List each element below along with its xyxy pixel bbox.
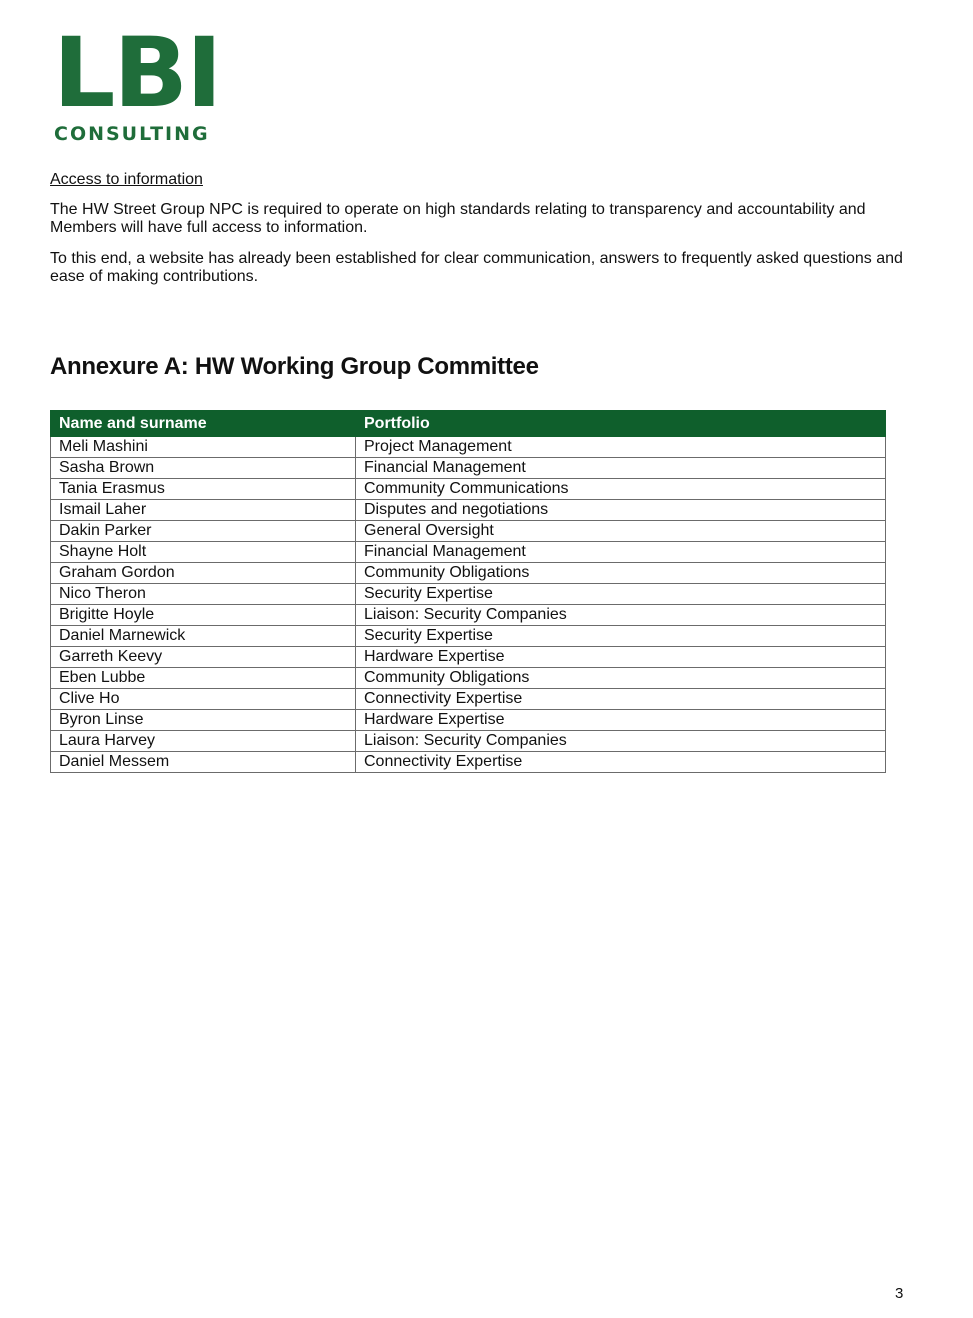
member-portfolio: Security Expertise [356,584,886,605]
member-name: Tania Erasmus [51,479,356,500]
table-row [51,437,886,458]
member-portfolio: Financial Management [356,542,886,563]
member-name: Meli Mashini [51,437,356,458]
member-name: Byron Linse [51,710,356,731]
member-name: Daniel Marnewick [51,626,356,647]
table-row [51,605,886,626]
member-name: Daniel Messem [51,752,356,773]
member-portfolio: Hardware Expertise [356,647,886,668]
company-logo [53,17,221,151]
member-name: Sasha Brown [51,458,356,479]
table-row [51,584,886,605]
table-row [51,479,886,500]
member-portfolio: Community Obligations [356,563,886,584]
table-row [51,710,886,731]
member-name: Dakin Parker [51,521,356,542]
table-header-row [51,411,886,437]
member-name: Eben Lubbe [51,668,356,689]
paragraph-transparency: The HW Street Group NPC is required to operate on high standards relating to transparency and accountability and Members will have full access to information. [50,201,866,236]
member-name: Graham Gordon [51,563,356,584]
member-name: Clive Ho [51,689,356,710]
member-name: Garreth Keevy [51,647,356,668]
member-name: Brigitte Hoyle [51,605,356,626]
member-name: Ismail Laher [51,500,356,521]
member-name: Laura Harvey [51,731,356,752]
member-portfolio: General Oversight [356,521,886,542]
logo-letters: LBI [53,17,221,129]
table-row [51,500,886,521]
table-row [51,752,886,773]
annexure-title: Annexure A: HW Working Group Committee [50,353,539,380]
member-name: Shayne Holt [51,542,356,563]
column-header-name: Name and surname [51,411,356,437]
table-row [51,668,886,689]
member-portfolio: Community Communications [356,479,886,500]
member-portfolio: Connectivity Expertise [356,689,886,710]
member-name: Nico Theron [51,584,356,605]
section-heading-access: Access to information [50,171,203,188]
member-portfolio: Liaison: Security Companies [356,605,886,626]
table-row [51,458,886,479]
committee-table [50,410,886,773]
member-portfolio: Liaison: Security Companies [356,731,886,752]
table-row [51,542,886,563]
table-row [51,521,886,542]
logo-subtitle: CONSULTING [54,123,210,145]
member-portfolio: Project Management [356,437,886,458]
table-row [51,626,886,647]
member-portfolio: Connectivity Expertise [356,752,886,773]
member-portfolio: Community Obligations [356,668,886,689]
member-portfolio: Financial Management [356,458,886,479]
table-row [51,689,886,710]
column-header-portfolio: Portfolio [356,411,886,437]
table-row [51,647,886,668]
member-portfolio: Disputes and negotiations [356,500,886,521]
paragraph-website: To this end, a website has already been established for clear communication, answers to frequently asked questions and ease of making contributions. [50,250,903,285]
member-portfolio: Security Expertise [356,626,886,647]
page-number: 3 [895,1285,904,1302]
table-row [51,563,886,584]
member-portfolio: Hardware Expertise [356,710,886,731]
table-row [51,731,886,752]
